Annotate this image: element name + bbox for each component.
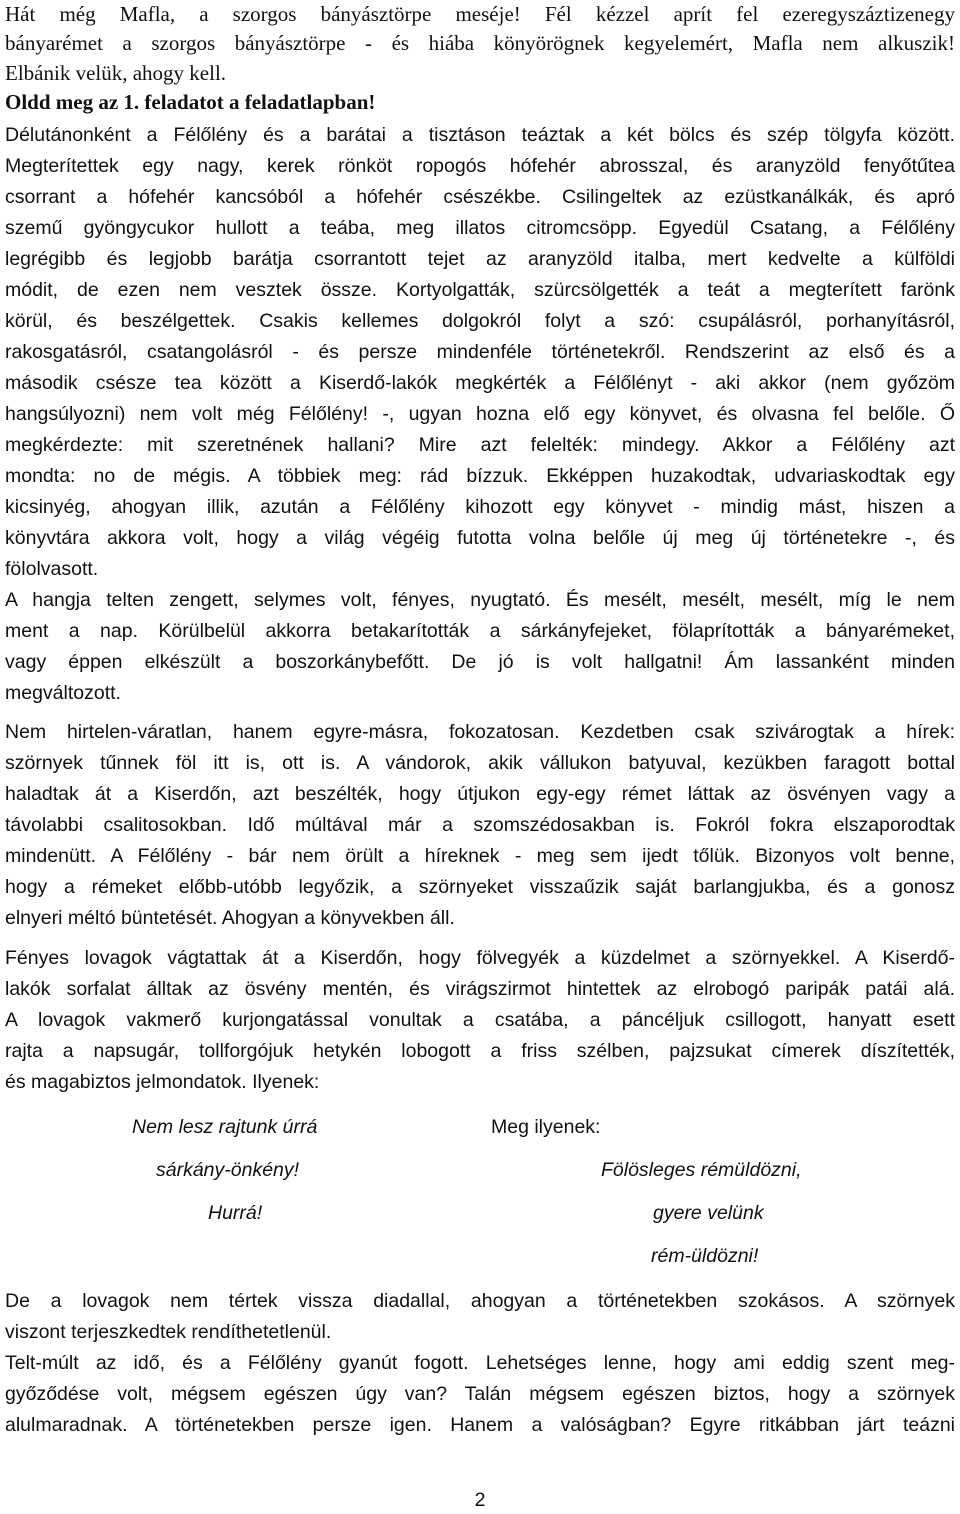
- text-line: és magabiztos jelmondatok. Ilyenek:: [5, 1071, 320, 1093]
- task-instruction: Oldd meg az 1. feladatot a feladatlapban!: [5, 90, 376, 114]
- page-number: 2: [474, 1489, 486, 1511]
- text-line: Telt-múlt az idő, és a Félőlény gyanút fogott. Lehetséges lenne, hogy ami eddig szent meg-: [5, 1352, 955, 1374]
- text-line: ment a nap. Körülbelül akkorra betakarították a sárkányfejeket, fölaprították a bányarémeket,: [5, 620, 955, 642]
- text-line: Megterítettek egy nagy, kerek rönköt ropogós hófehér abrosszal, és aranyzöld fenyőtűtea: [5, 155, 955, 177]
- text-line: megváltozott.: [5, 682, 121, 704]
- text-line: hangsúlyozni) nem volt még Félőlény! -, ugyan hozna elő egy könyvet, és olvasna fel belőle. Ő: [5, 403, 955, 425]
- text-line: elnyeri méltó büntetését. Ahogyan a könyvekben áll.: [5, 907, 455, 929]
- text-line: szemű gyöngycukor hullott a teába, meg illatos citromcsöpp. Egyedül Csatang, a Félőlény: [5, 217, 955, 239]
- text-line: A lovagok vakmerő kurjongatással vonultak a csatába, a páncéljuk csillogott, hanyatt esett: [5, 1009, 955, 1031]
- poem-left-line: sárkány-önkény!: [156, 1159, 300, 1181]
- text-line: Nem hirtelen-váratlan, hanem egyre-másra, fokozatosan. Kezdetben csak szivárogtak a hírek:: [5, 721, 955, 743]
- text-line: megkérdezte: mit szeretnének hallani? Mire azt felelték: mindegy. Akkor a Félőlény azt: [5, 434, 955, 456]
- text-line: csorrant a hófehér kancsóból a hófehér csészékbe. Csilingeltek az ezüstkanálkák, és apró: [5, 186, 955, 208]
- poem-right-line: Fölösleges rémüldözni,: [601, 1159, 802, 1181]
- text-line: módit, de ezen nem vesztek össze. Kortyolgatták, szürcsölgették a teát a megterített farönk: [5, 279, 955, 301]
- text-line: haladtak át a Kiserdőn, azt beszélték, hogy útjukon egy-egy rémet láttak az ösvényen vagy a: [5, 783, 955, 805]
- intro-line: bányarémet a szorgos bányásztörpe - és hiába könyörögnek kegyelemért, Mafla nem alkuszik!: [5, 31, 955, 55]
- intro-line: Elbánik velük, ahogy kell.: [5, 61, 227, 85]
- text-line: rajta a napsugár, tollforgójuk hetykén lobogott a friss szélben, pajzsukat címerek díszítették,: [5, 1040, 955, 1062]
- text-line: vagy éppen elkészült a boszorkánybefőtt. De jó is volt hallgatni! Ám lassanként minden: [5, 651, 955, 673]
- text-line: második csésze tea között a Kiserdő-lakók megkérték a Félőlényt - aki akkor (nem győzöm: [5, 372, 955, 394]
- intro-line: Hát még Mafla, a szorgos bányásztörpe meséje! Fél kézzel aprít fel ezeregyszáztizenegy: [5, 2, 955, 26]
- text-line: mindenütt. A Félőlény - bár nem örült a híreknek - meg sem ijedt tőlük. Bizonyos volt benne,: [5, 845, 955, 867]
- poem-right-intro: Meg ilyenek:: [491, 1116, 601, 1138]
- poem-left-line: Hurrá!: [208, 1202, 263, 1224]
- text-line: fölolvasott.: [5, 558, 99, 580]
- text-line: hogy a rémeket előbb-utóbb legyőzik, a szörnyeket visszaűzik saját barlangjukba, és a gonosz: [5, 876, 955, 898]
- text-line: viszont terjeszkedtek rendíthetetlenül.: [5, 1321, 332, 1343]
- text-line: mondta: no de mégis. A többiek meg: rád bízzuk. Ekképpen huzakodtak, udvariaskodtak egy: [5, 465, 955, 487]
- text-line: Délutánonként a Félőlény és a barátai a tisztáson teáztak a két bölcs és szép tölgyfa között.: [5, 124, 955, 146]
- text-line: Fényes lovagok vágtattak át a Kiserdőn, hogy fölvegyék a küzdelmet a szörnyekkel. A Kiserdő-: [5, 947, 955, 969]
- text-line: távolabbi csalitosokban. Idő múltával már a szomszédosakban is. Fokról fokra elszaporodtak: [5, 814, 955, 836]
- text-line: legrégibb és legjobb barátja csorrantott tejet az aranyzöld italba, mert kedvelte a külföldi: [5, 248, 955, 270]
- text-line: szörnyek tűnnek föl itt is, ott is. A vándorok, akik vállukon batyuval, kezükben faragott bottal: [5, 752, 955, 774]
- poem-right-line: gyere velünk: [653, 1202, 764, 1224]
- text-line: kicsinyég, ahogyan illik, azután a Félőlény kihozott egy könyvet - mindig mást, hiszen a: [5, 496, 955, 518]
- poem-left-line: Nem lesz rajtunk úrrá: [132, 1116, 318, 1138]
- text-line: könyvtára akkora volt, hogy a világ végéig futotta volna belőle új meg új történetekre -, és: [5, 527, 955, 549]
- text-line: győződése volt, mégsem egészen úgy van? Talán mégsem egészen biztos, hogy a szörnyek: [5, 1383, 955, 1405]
- text-line: rakosgatásról, csatangolásról - és persze mindenféle történetekről. Rendszerint az első és a: [5, 341, 955, 363]
- text-line: A hangja telten zengett, selymes volt, fényes, nyugtató. És mesélt, mesélt, mesélt, míg le nem: [5, 589, 955, 611]
- text-line: lakók sorfalat álltak az ösvény mentén, és virágszirmot hintettek az elrobogó paripák patái alá.: [5, 978, 955, 1000]
- poem-right-line: rém-üldözni!: [651, 1245, 759, 1267]
- text-line: De a lovagok nem tértek vissza diadallal, ahogyan a történetekben szokásos. A szörnyek: [5, 1290, 955, 1312]
- text-line: alulmaradnak. A történetekben persze igen. Hanem a valóságban? Egyre ritkábban járt teázni: [5, 1414, 955, 1436]
- text-line: körül, és beszélgettek. Csakis kellemes dolgokról folyt a szó: csupálásról, porhanyításról,: [5, 310, 955, 332]
